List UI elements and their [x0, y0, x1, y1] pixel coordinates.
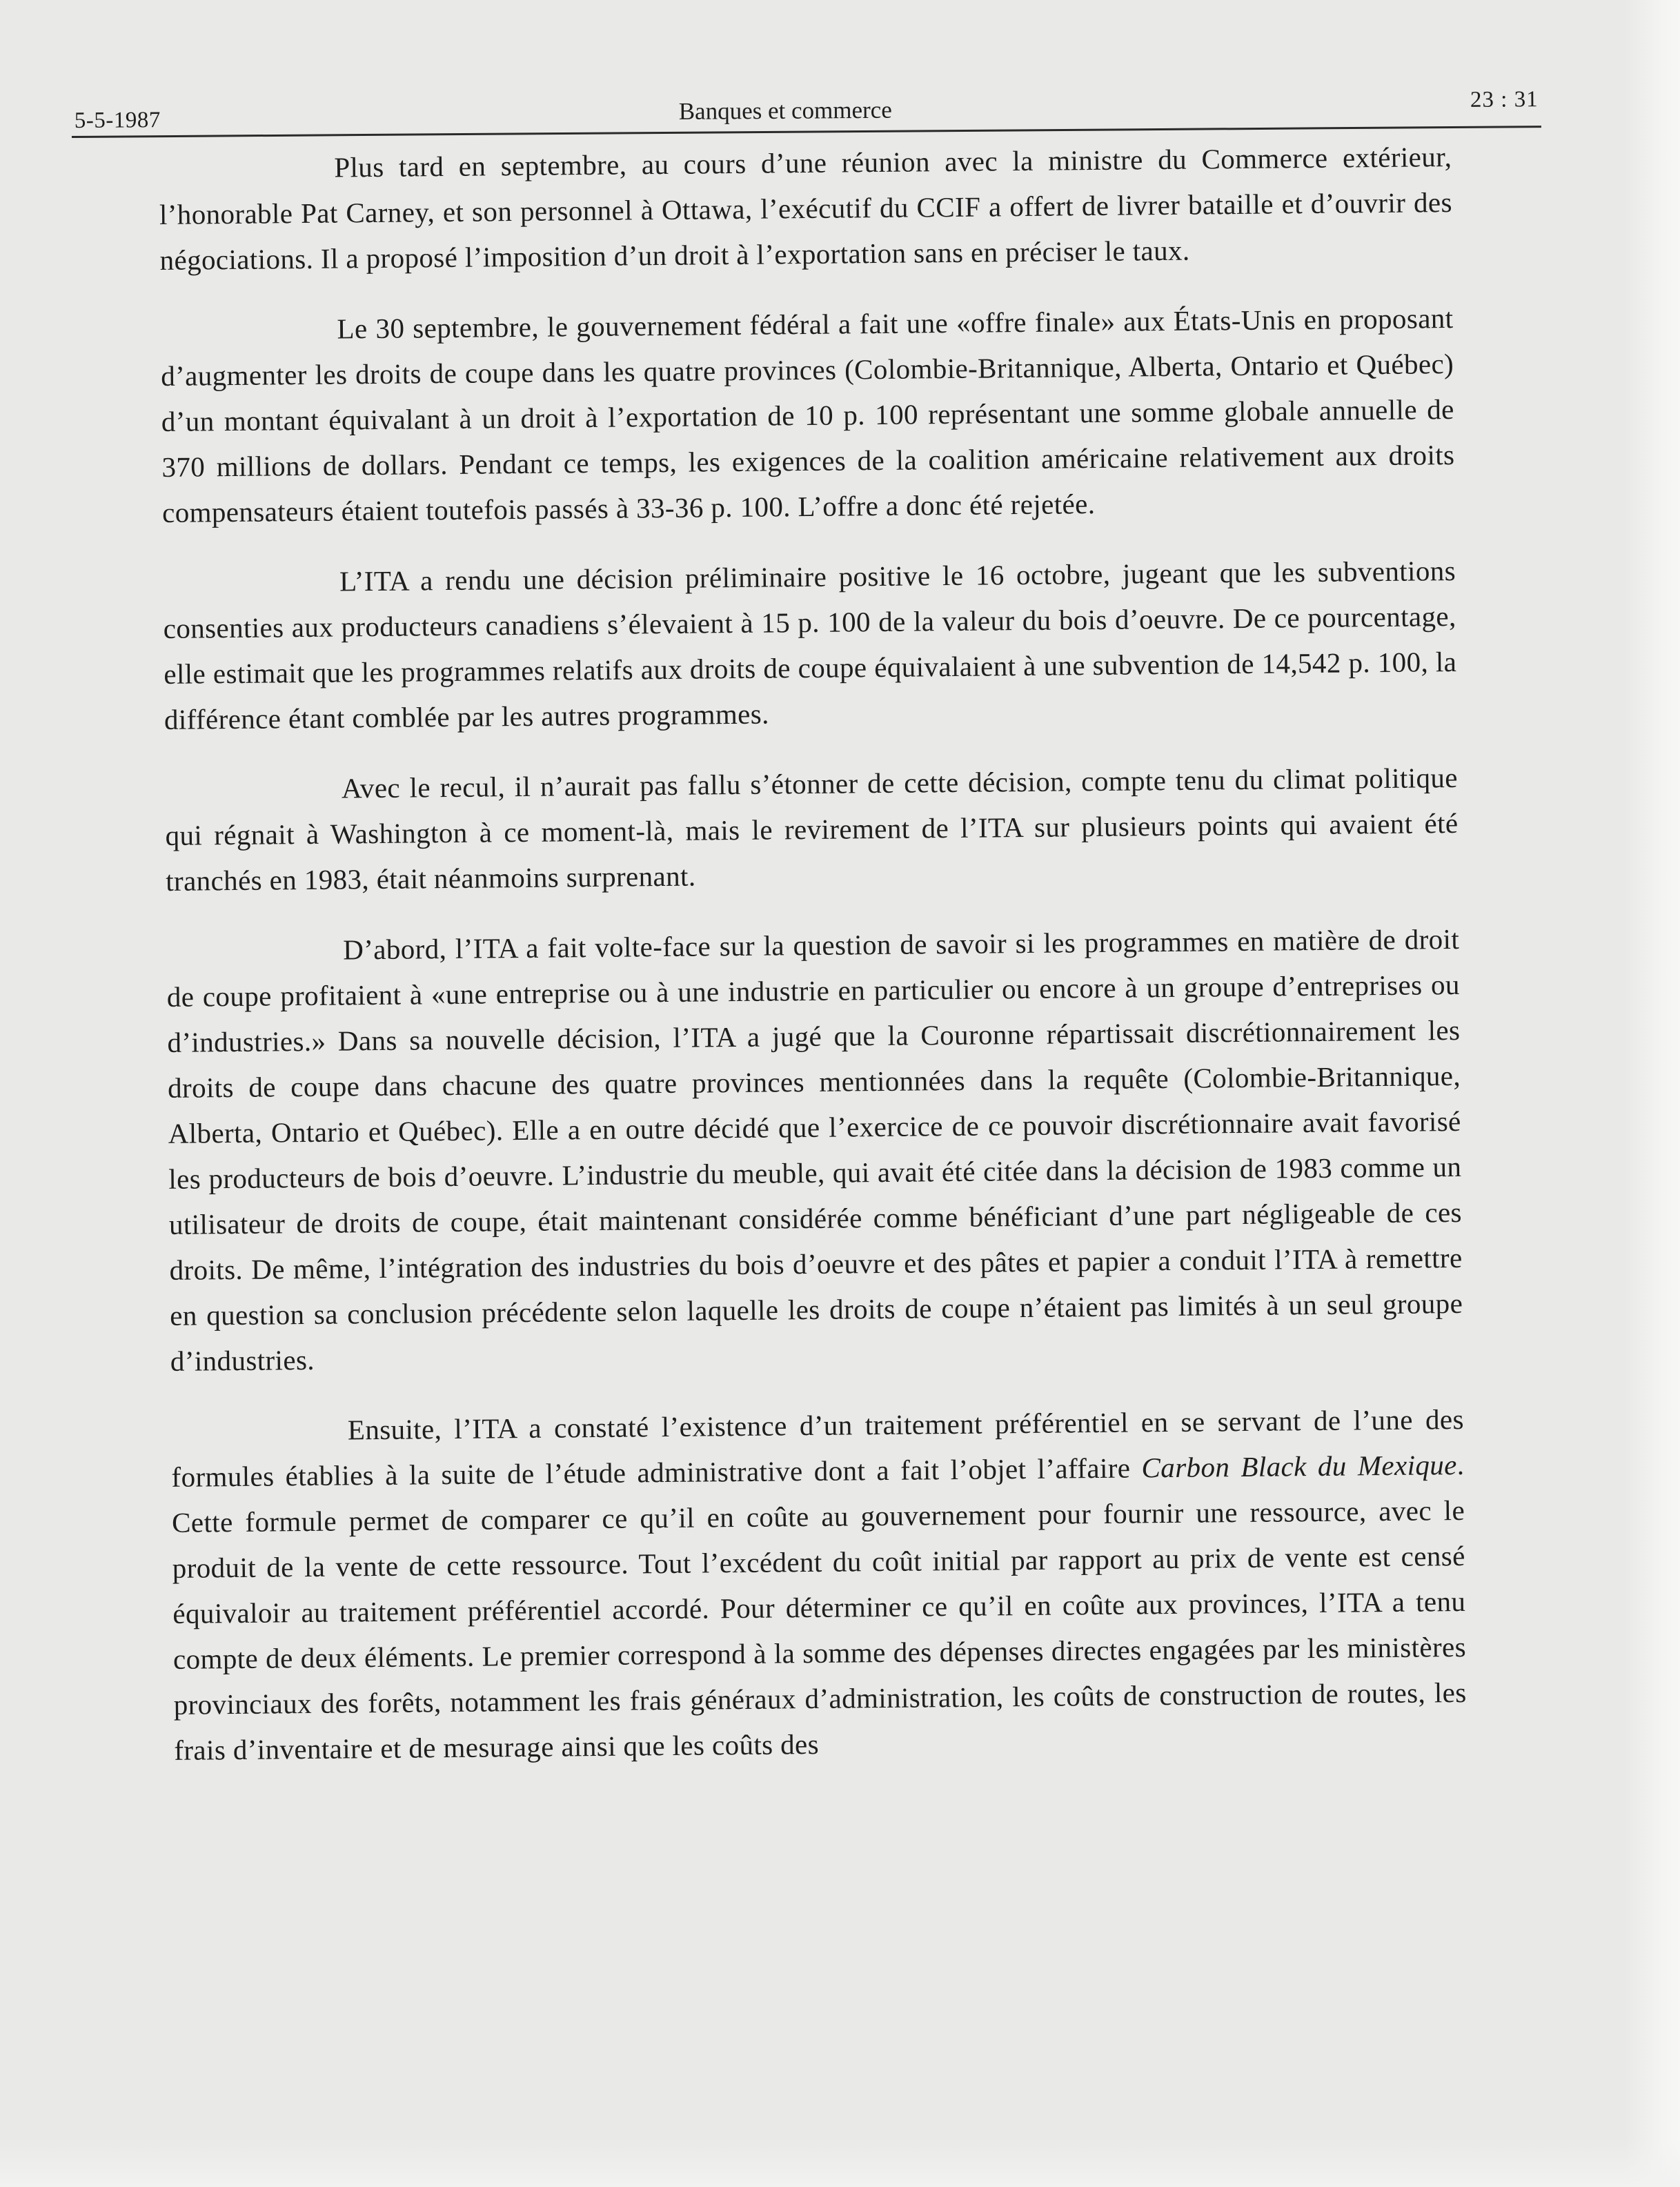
paragraph-1: Plus tard en septembre, au cours d’une réunion avec la ministre du Commerce extérieur, l’honorable Pat Carney, et son personnel à Ottawa, l’exécutif du CCIF a offert de livrer bataille et d’ouvrir des négociations. Il a proposé l’imposition d’un droit à l’exportation sans en préciser le taux.: [159, 141, 1453, 276]
paragraph-2: Le 30 septembre, le gouvernement fédéral a fait une «offre finale» aux États-Unis en proposant d’augmenter les droits de coupe dans les quatre provinces (Colombie-Britannique, Alberta, Ontario et Québec) d’un montant équivalant à un droit à l’exportation de 10 p. 100 représentant une somme globale annuelle de 370 millions de dollars. Pendant ce temps, les exigences de la coalition américaine relativement aux droits compensateurs étaient toutefois passés à 33-36 p. 100. L’offre a donc été rejetée.: [160, 301, 1455, 528]
header-page-number: 23 : 31: [1470, 87, 1539, 112]
paragraph-5: D’abord, l’ITA a fait volte-face sur la question de savoir si les programmes en matière de droit de coupe profitaient à «une entreprise ou à une industrie en particulier ou encore à un groupe d’entreprises ou d’industries.» Dans sa nouvelle décision, l’ITA a jugé que la Couronne répartissait discrétionnairement les droits de coupe dans chacune des quatre provinces mentionnées dans la requête (Colombie-Britannique, Alberta, Ontario et Québec). Elle a en outre décidé que l’exercice de ce pouvoir discrétionnaire avait favorisé les producteurs de bois d’oeuvre. L’industrie du meuble, qui avait été citée dans la décision de 1983 comme un utilisateur de droits de coupe, était maintenant considérée comme bénéficiant d’une part négligeable de ces droits. De même, l’intégration des industries du bois d’oeuvre et des pâtes et papier a conduit l’ITA à remettre en question sa conclusion précédente selon laquelle les droits de coupe n’étaient pas limités à un seul groupe d’industries.: [166, 922, 1463, 1377]
paragraph-6: [171, 1396, 1467, 1773]
header-title: Banques et commerce: [678, 96, 892, 125]
paragraph-4: Avec le recul, il n’aurait pas fallu s’étonner de cette décision, compte tenu du climat politique qui régnait à Washington à ce moment-là, mais le revirement de l’ITA sur plusieurs points qui avaient été tranchés en 1983, était néanmoins surprenant.: [165, 761, 1459, 897]
paragraph-3: L’ITA a rendu une décision préliminaire positive le 16 octobre, jugeant que les subventions consenties aux producteurs canadiens s’élevaient à 15 p. 100 de la valeur du bois d’oeuvre. De ce pourcentage, elle estimait que les programmes relatifs aux droits de coupe équivalaient à une subvention de 14,542 p. 100, la différence étant comblée par les autres programmes.: [163, 554, 1457, 735]
running-header: [71, 70, 1541, 138]
header-date: 5-5-1987: [74, 108, 161, 133]
paragraph-6-start: Ensuite, l’ITA a constaté l’existence d’un traitement préférentiel en se servant de l’une des formules établies à la suite de l’étude administrative dont a fait l’objet l’affaire: [171, 1403, 1465, 1493]
page-bottom-shadow: [0, 2139, 1680, 2187]
paragraph-6-end: . Cette formule permet de comparer ce qu’il en coûte au gouvernement pour fournir une ressource, avec le produit de la vente de cette ressource. Tout l’excédent du coût initial par rapport au prix de vente est censé équivaloir au traitement préférentiel accordé. Pour déterminer ce qu’il en coûte aux provinces, l’ITA a tenu compte de deux éléments. Le premier correspond à la somme des dépenses directes engagées par les ministères provinciaux des forêts, notamment les frais généraux d’administration, les coûts de construction de routes, les frais d’inventaire et de mesurage ainsi que les coûts des: [171, 1448, 1467, 1766]
body-text: [159, 134, 1467, 1798]
case-name-italic: Carbon Black du Mexique: [1141, 1449, 1457, 1484]
page-edge-shadow: [1625, 0, 1680, 2187]
